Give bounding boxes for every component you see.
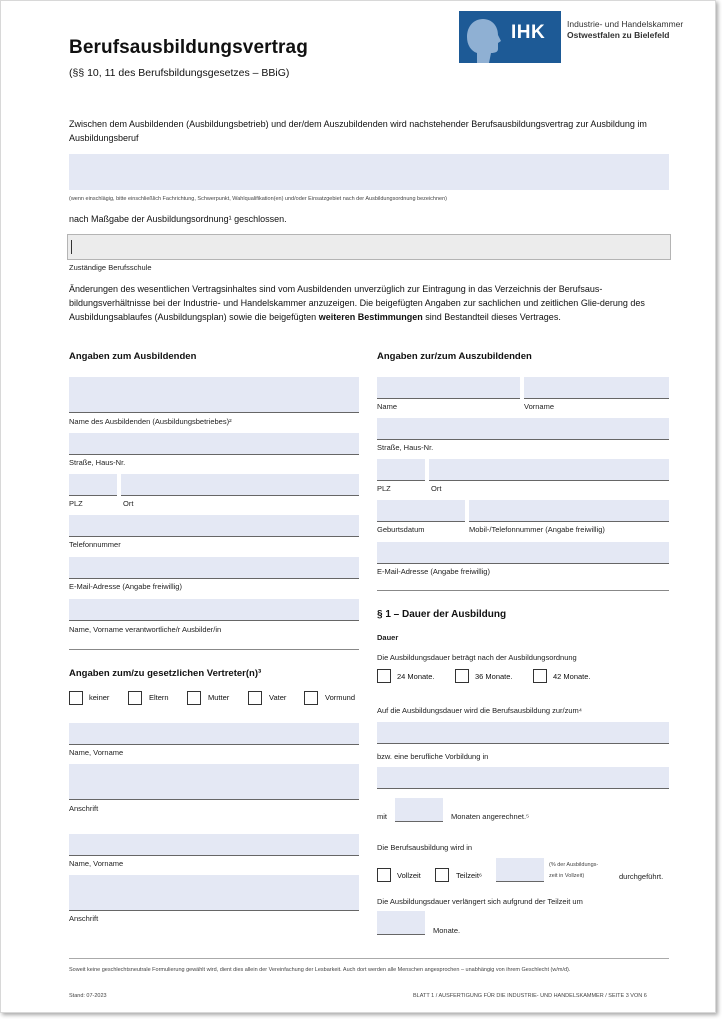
rep2-address-label: Anschrift	[69, 914, 99, 923]
rep-eltern-label: Eltern	[149, 693, 169, 702]
done-text: durchgeführt.	[619, 872, 664, 881]
footer-blatt: BLATT 1 / AUSFERTIGUNG FÜR DIE INDUSTRIE- UND HANDELSKAMMER / SEITE 3 VON 6	[413, 993, 647, 999]
rep-mutter-checkbox[interactable]	[187, 691, 201, 705]
logo-box	[459, 11, 561, 63]
right-separator	[377, 590, 669, 591]
rep-vater-label: Vater	[269, 693, 287, 702]
ausbildender-street-field[interactable]	[69, 433, 359, 455]
azubi-birthdate-field[interactable]	[377, 500, 465, 522]
duration-24-label: 24 Monate.	[397, 672, 435, 681]
parttime-percent-field[interactable]	[496, 858, 544, 882]
rep-vormund-checkbox[interactable]	[304, 691, 318, 705]
ausbildender-plz-field[interactable]	[69, 474, 117, 496]
ausbildender-phone-label: Telefonnummer	[69, 540, 121, 549]
azubi-email-label: E-Mail-Adresse (Angabe freiwillig)	[377, 567, 490, 576]
document-subtitle: (§§ 10, 11 des Berufsbildungsgesetzes – BBiG)	[69, 67, 290, 79]
ausbildungsberuf-hint: (wenn einschlägig, bitte einschließlich Fachrichtung, Schwerpunkt, Wahlqualifikation(en) und/oder Einsatzgebiet nach der Ausbildungsordnung bezeichnen)	[69, 196, 447, 202]
azubi-vorname-field[interactable]	[524, 377, 669, 399]
rep1-address-field[interactable]	[69, 764, 359, 800]
rep-heading: Angaben zum/zu gesetzlichen Vertreter(n)³	[69, 668, 262, 679]
azubi-mobile-label: Mobil-/Telefonnummer (Angabe freiwillig)	[469, 525, 605, 534]
rep-keiner-label: keiner	[89, 693, 110, 702]
intro-after-text: nach Maßgabe der Ausbildungsordnung¹ geschlossen.	[69, 214, 287, 224]
document-title: Berufsausbildungsvertrag	[69, 37, 308, 58]
prior-text: bzw. eine berufliche Vorbildung in	[377, 752, 489, 761]
credited-months-field[interactable]	[395, 798, 443, 822]
rep1-address-label: Anschrift	[69, 804, 99, 813]
credit-training-field[interactable]	[377, 722, 669, 744]
duration-24-checkbox[interactable]	[377, 669, 391, 683]
left-heading: Angaben zum Ausbildenden	[69, 351, 197, 362]
rep-eltern-checkbox[interactable]	[128, 691, 142, 705]
ausbildender-name-field[interactable]	[69, 377, 359, 413]
duration-36-label: 36 Monate.	[475, 672, 513, 681]
footer-note: Soweit keine geschlechtsneutrale Formulierung gewählt wird, dient dies allein der Vereinfachung der Lesbarkeit. Auch dort werden alle Menschen angesprochen – unabhängig von ihrem Geschlecht (w/m/d).	[69, 967, 571, 973]
rep-keiner-checkbox[interactable]	[69, 691, 83, 705]
azubi-plz-field[interactable]	[377, 459, 425, 481]
ausbildender-plz-label: PLZ	[69, 499, 83, 508]
azubi-name-label: Name	[377, 402, 398, 411]
mit-text: mit	[377, 812, 387, 821]
ausbildender-email-field[interactable]	[69, 557, 359, 579]
intro-text: Zwischen dem Ausbildenden (Ausbildungsbetrieb) und der/dem Auszubildenden wird nachstehender Berufsausbildungsvertrag zur Ausbildung im Ausbildungsberuf	[69, 119, 647, 143]
parttime-checkbox[interactable]	[435, 868, 449, 882]
azubi-name-field[interactable]	[377, 377, 520, 399]
right-heading: Angaben zur/zum Auszubildenden	[377, 351, 532, 362]
footer-stand: Stand: 07-2023	[69, 993, 107, 999]
duration-42-checkbox[interactable]	[533, 669, 547, 683]
ihk-logo	[459, 11, 699, 63]
notice-bold: weiteren Bestimmungen	[318, 312, 423, 322]
org-name-line1: Industrie- und Handelskammer	[567, 19, 684, 29]
section1-heading: § 1 – Dauer der Ausbildung	[377, 609, 507, 620]
extend-text: Die Ausbildungsdauer verlängert sich aufgrund der Teilzeit um	[377, 897, 583, 906]
org-name-line2: Ostwestfalen zu Bielefeld	[567, 30, 670, 40]
rep2-name-field[interactable]	[69, 834, 359, 856]
left-separator	[69, 649, 359, 650]
parttime-label: Teilzeit⁶	[456, 871, 483, 880]
ausbildender-street-label: Straße, Haus-Nr.	[69, 458, 126, 467]
rep2-address-field[interactable]	[69, 875, 359, 911]
ausbildender-name-label: Name des Ausbildenden (Ausbildungsbetriebes)²	[69, 417, 232, 426]
mode-text: Die Berufsausbildung wird in	[377, 843, 473, 852]
ausbilder-name-label: Name, Vorname verantwortliche/r Ausbilder/in	[69, 625, 222, 634]
extend-months-field[interactable]	[377, 911, 425, 935]
rep-vater-checkbox[interactable]	[248, 691, 262, 705]
logo-text: IHK	[511, 22, 546, 43]
azubi-ort-label: Ort	[431, 484, 442, 493]
azubi-mobile-field[interactable]	[469, 500, 669, 522]
notice-text	[69, 282, 673, 324]
rep-vormund-label: Vormund	[325, 693, 356, 702]
fulltime-checkbox[interactable]	[377, 868, 391, 882]
duration-36-checkbox[interactable]	[455, 669, 469, 683]
azubi-birthdate-label: Geburtsdatum	[377, 525, 425, 534]
azubi-plz-label: PLZ	[377, 484, 391, 493]
fulltime-label: Vollzeit	[397, 871, 421, 880]
extend-months-text: Monate.	[433, 926, 461, 935]
credited-months-text: Monaten angerechnet.⁵	[451, 812, 530, 821]
azubi-email-field[interactable]	[377, 542, 669, 564]
duration-text: Die Ausbildungsdauer beträgt nach der Ausbildungsordnung	[377, 653, 577, 662]
percent-note-line1: (% der Ausbildungs-	[549, 862, 599, 868]
ausbildender-ort-field[interactable]	[121, 474, 359, 496]
head-silhouette-icon	[463, 17, 501, 63]
text-cursor	[71, 240, 72, 254]
rep1-name-field[interactable]	[69, 723, 359, 745]
notice-end: sind Bestandteil dieses Vertrages.	[425, 312, 561, 322]
ausbildender-email-label: E-Mail-Adresse (Angabe freiwillig)	[69, 582, 182, 591]
azubi-vorname-label: Vorname	[524, 402, 555, 411]
duration-42-label: 42 Monate.	[553, 672, 591, 681]
ausbildungsberuf-field[interactable]	[69, 154, 669, 190]
section1-subheading: Dauer	[377, 633, 399, 642]
ausbilder-name-field[interactable]	[69, 599, 359, 621]
rep-mutter-label: Mutter	[208, 693, 230, 702]
berufsschule-field[interactable]	[67, 234, 671, 260]
prior-education-field[interactable]	[377, 767, 669, 789]
ausbildender-ort-label: Ort	[123, 499, 134, 508]
azubi-street-field[interactable]	[377, 418, 669, 440]
berufsschule-label: Zuständige Berufsschule	[69, 263, 152, 272]
notice-main: Änderungen des wesentlichen Vertragsinhaltes sind vom Ausbildenden unverzüglich zur Eintragung in das Verzeichnis der Berufsaus-bildungsverhältnisse bei der Industrie- und Handelskammer anzuzeigen. Die beigefügten Angaben zur sachlichen und zeitlichen Glie-derung des Ausbildungsablaufes (Ausbildungsplan) sowie die beigefügten	[69, 284, 645, 322]
credit-text: Auf die Ausbildungsdauer wird die Berufsausbildung zur/zum⁴	[377, 706, 583, 715]
footer-separator	[69, 958, 669, 959]
rep2-name-label: Name, Vorname	[69, 859, 124, 868]
percent-note-line2: zeit in Vollzeit)	[549, 873, 585, 879]
azubi-street-label: Straße, Haus-Nr.	[377, 443, 434, 452]
azubi-ort-field[interactable]	[429, 459, 669, 481]
rep1-name-label: Name, Vorname	[69, 748, 124, 757]
ausbildender-phone-field[interactable]	[69, 515, 359, 537]
